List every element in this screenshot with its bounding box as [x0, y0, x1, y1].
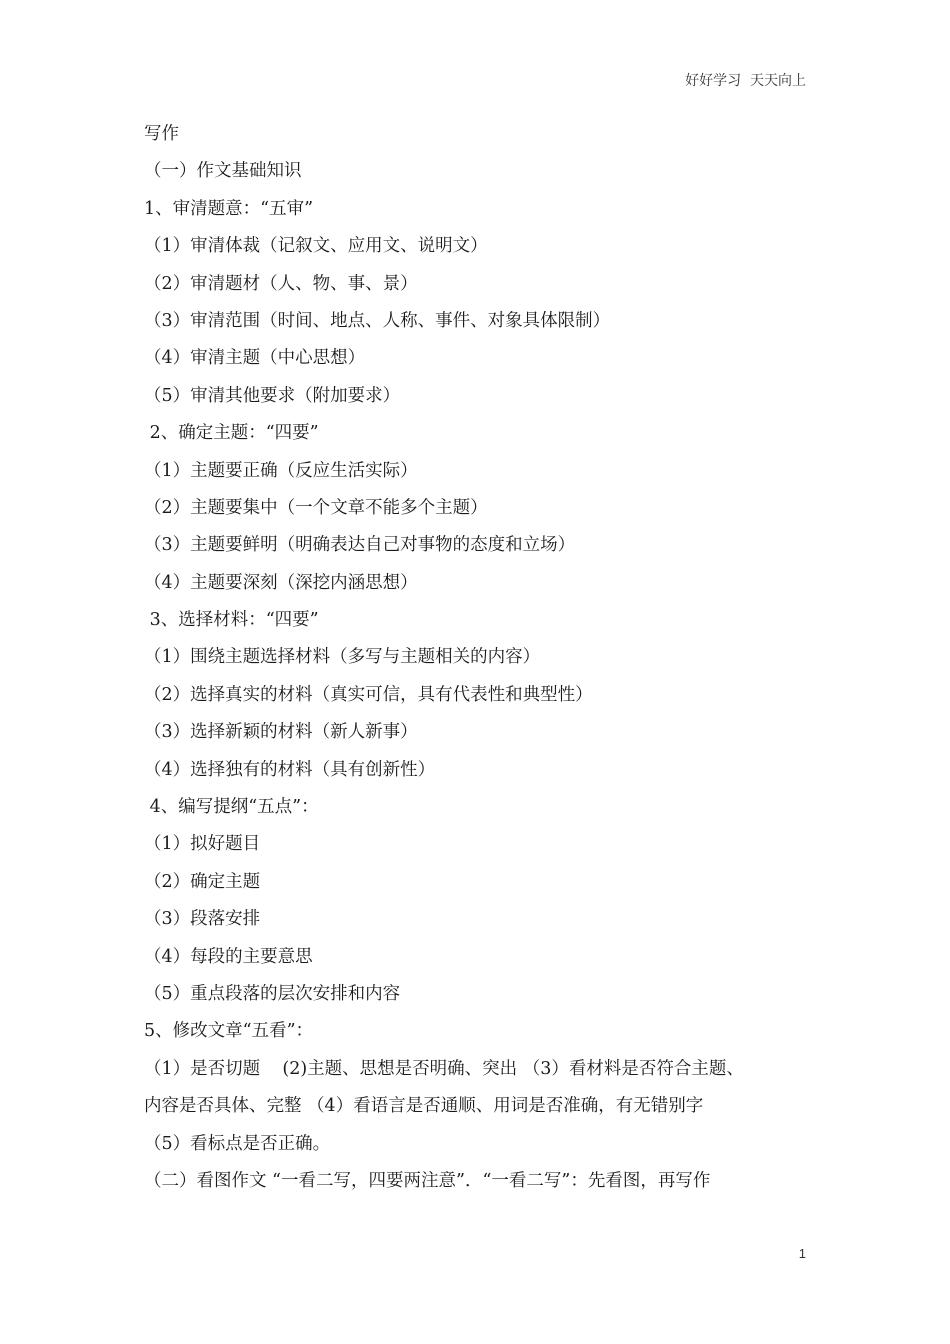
list-item: （4）每段的主要意思	[144, 946, 313, 967]
subsection-heading: 1、审清题意：“五审”	[144, 198, 314, 219]
list-item: （1）围绕主题选择材料（多写与主题相关的内容）	[144, 647, 541, 668]
list-item: （1）审清体裁（记叙文、应用文、说明文）	[144, 236, 488, 257]
page-header: 好好学习 天天向上	[685, 73, 806, 89]
doc-title: 写作	[144, 124, 179, 144]
list-item: （3）主题要鲜明（明确表达自己对事物的态度和立场）	[144, 535, 576, 556]
subsection-heading: 2、确定主题：“四要”	[144, 423, 319, 444]
list-item: （1）主题要正确（反应生活实际）	[144, 460, 418, 481]
section-heading: （二）看图作文 “一看二写，四要两注意”．“一看二写”：先看图，再写作	[144, 1170, 711, 1191]
list-item: （5）重点段落的层次安排和内容	[144, 983, 401, 1004]
paragraph-line: （1）是否切题 (2)主题、思想是否明确、突出 （3）看材料是否符合主题、	[144, 1058, 744, 1079]
list-item: （3）段落安排	[144, 909, 261, 930]
list-item: （2）选择真实的材料（真实可信，具有代表性和典型性）	[144, 684, 593, 705]
list-item: （5）审清其他要求（附加要求）	[144, 385, 401, 406]
subsection-heading: 4、编写提纲“五点”：	[144, 797, 319, 818]
paragraph-line: （5）看标点是否正确。	[144, 1133, 331, 1154]
list-item: （3）选择新颖的材料（新人新事）	[144, 722, 418, 743]
paragraph-line: 内容是否具体、完整 （4）看语言是否通顺、用词是否准确，有无错别字	[144, 1096, 704, 1117]
list-item: （4）审清主题（中心思想）	[144, 348, 366, 369]
list-item: （2）主题要集中（一个文章不能多个主题）	[144, 497, 488, 518]
subsection-heading: 3、选择材料：“四要”	[144, 610, 319, 631]
list-item: （2）审清题材（人、物、事、景）	[144, 273, 418, 294]
page-number: 1	[798, 1246, 806, 1261]
list-item: （3）审清范围（时间、地点、人称、事件、对象具体限制）	[144, 310, 611, 331]
list-item: （1）拟好题目	[144, 834, 261, 855]
section-heading: （一）作文基础知识	[144, 161, 302, 182]
document-body	[144, 116, 808, 1200]
list-item: （4）主题要深刻（深挖内涵思想）	[144, 572, 418, 593]
subsection-heading: 5、修改文章“五看”：	[144, 1021, 314, 1042]
list-item: （2）确定主题	[144, 871, 261, 892]
list-item: （4）选择独有的材料（具有创新性）	[144, 759, 436, 780]
